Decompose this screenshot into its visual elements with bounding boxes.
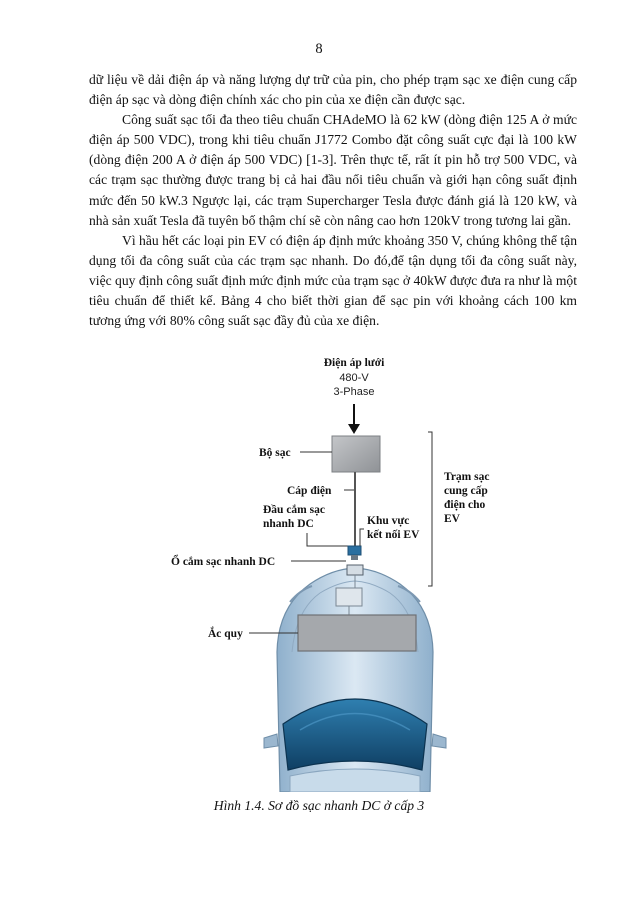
interface-label: Khu vực: [367, 515, 410, 527]
grid-phase: 3-Phase: [333, 386, 375, 398]
inlet-label: Ổ cắm sạc nhanh DC: [171, 556, 276, 568]
station-label: EV: [444, 513, 460, 525]
station-label: điện cho: [444, 499, 486, 511]
battery: [298, 615, 416, 651]
page-number: 8: [315, 41, 323, 57]
charger-label: Bộ sạc: [259, 447, 291, 459]
battery-label: Ắc quy: [208, 628, 243, 640]
charger-box: [332, 436, 380, 472]
station-bracket: [428, 432, 432, 586]
paragraph-3: Vì hầu hết các loại pin EV có điện áp định mức khoảng 350 V, chúng không thể tận dụng tối đa công suất của các trạm sạc nhanh. Do đó,để tận dụng tối đa công suất này, việc quy định công suất định mức định mức của trạm sạc ở 40kW được đưa ra như là một tiêu chuẩn để thiết kế. Bảng 4 cho biết thời gian để sạc pin với khoảng cách 100 km tương ứng với 80% công suất sạc đầy đủ của xe điện.: [89, 232, 577, 329]
grid-title: Điện áp lưới: [323, 357, 385, 369]
connector-label: nhanh DC: [263, 518, 314, 530]
station-label: Trạm sạc: [444, 471, 490, 483]
paragraph-1: dữ liệu về dải điện áp và năng lượng dự trữ của pin, cho phép trạm sạc xe điện cung cấp điện áp sạc và dòng điện chính xác cho pin của xe điện cần được sạc.: [89, 72, 577, 108]
onboard-module: [336, 588, 362, 606]
station-label: cung cấp: [444, 485, 488, 497]
connector-plug-tip: [351, 555, 358, 560]
dc-inlet: [347, 565, 363, 575]
figure-caption: Hình 1.4. Sơ đồ sạc nhanh DC ở cấp 3: [213, 798, 425, 813]
connector-plug: [348, 546, 361, 555]
cable-label: Cáp điện: [287, 485, 332, 497]
dc-fast-charging-diagram: [160, 352, 520, 792]
body-text: [89, 70, 577, 331]
grid-voltage: 480-V: [339, 372, 369, 384]
arrow-down-icon: [348, 404, 360, 434]
interface-label: kết nối EV: [367, 529, 420, 541]
paragraph-2: Công suất sạc tối đa theo tiêu chuẩn CHAdeMO là 62 kW (dòng điện 125 A ở mức điện áp 500 VDC), trong khi tiêu chuẩn J1772 Combo đặt công suất cực đại là 100 kW (dòng điện 200 A ở điện áp 500 VDC) [1-3]. Trên thực tế, rất ít pin hỗ trợ 500 VDC, và các trạm sạc thường được trang bị cả hai đầu nối tiêu chuẩn và giới hạn công suất định mức đến 50 kW.3 Ngược lại, các trạm Supercharger Tesla được đánh giá là 120 kW, và nhà sản xuất Tesla đã tuyên bố thậm chí sẽ còn nâng cao hơn 120kV trong tương lai gần.: [89, 112, 577, 228]
connector-label: Đầu cắm sạc: [263, 504, 325, 516]
